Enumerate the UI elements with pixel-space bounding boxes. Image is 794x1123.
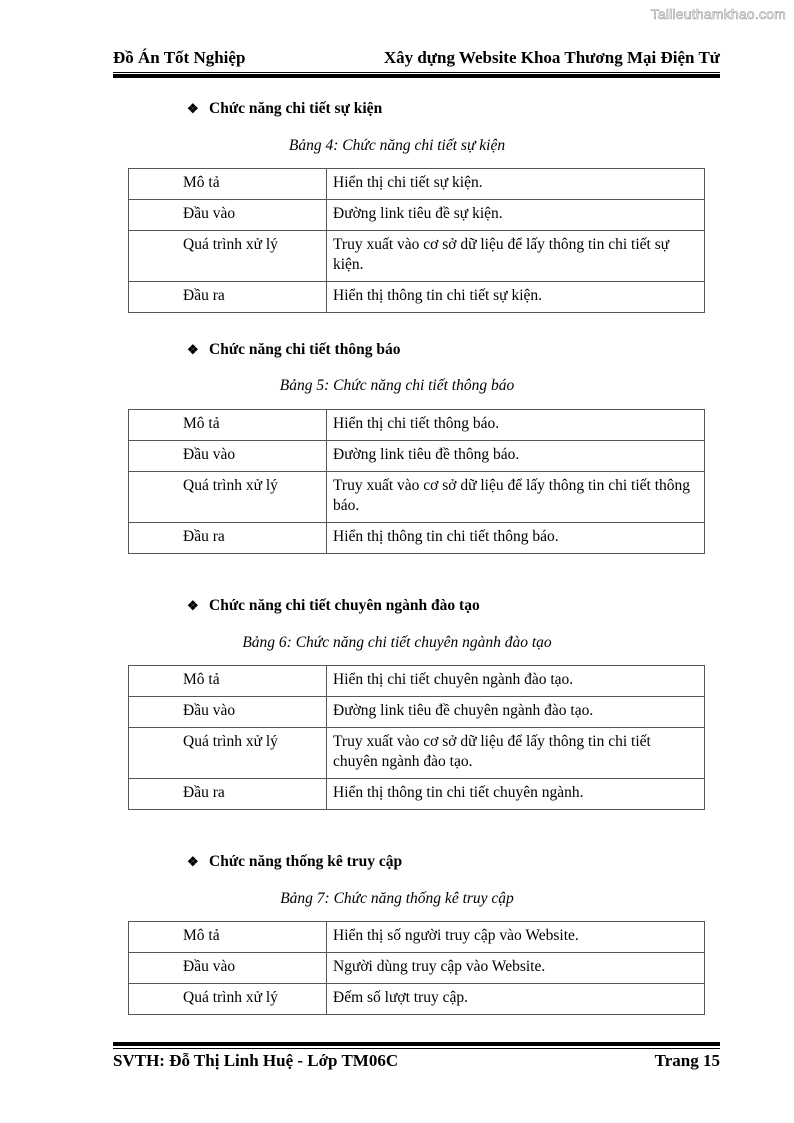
row-value-cell: Đếm số lượt truy cập. xyxy=(327,984,705,1015)
table-row xyxy=(129,697,705,728)
diamond-bullet-icon: ❖ xyxy=(187,598,199,613)
row-value-cell: Hiển thị số người truy cập vào Website. xyxy=(327,922,705,953)
footer-rule-thick xyxy=(113,1042,720,1046)
row-label-cell: Đầu ra xyxy=(129,779,327,810)
row-value-cell: Hiển thị chi tiết thông báo. xyxy=(327,410,705,441)
row-value-cell: Người dùng truy cập vào Website. xyxy=(327,953,705,984)
function-table xyxy=(128,168,705,313)
row-value-cell: Truy xuất vào cơ sở dữ liệu để lấy thông tin chi tiết chuyên ngành đào tạo. xyxy=(327,728,705,779)
row-label-cell: Đầu ra xyxy=(129,282,327,313)
table-row xyxy=(129,922,705,953)
section-heading-text: Chức năng chi tiết sự kiện xyxy=(209,100,383,117)
header-left: Đồ Án Tốt Nghiệp xyxy=(113,48,246,67)
footer-left: SVTH: Đỗ Thị Linh Huệ - Lớp TM06C xyxy=(113,1051,399,1070)
row-value-cell: Hiển thị thông tin chi tiết sự kiện. xyxy=(327,282,705,313)
function-table xyxy=(128,665,705,810)
row-label-cell: Mô tả xyxy=(129,169,327,200)
section-heading xyxy=(187,597,480,615)
table-row xyxy=(129,441,705,472)
table-row xyxy=(129,953,705,984)
page-footer xyxy=(113,1051,720,1071)
table-row xyxy=(129,984,705,1015)
section-heading xyxy=(187,341,400,359)
footer-rule-thin xyxy=(113,1048,720,1049)
table-row xyxy=(129,523,705,554)
function-table xyxy=(128,409,705,554)
function-table xyxy=(128,921,705,1015)
table-row xyxy=(129,200,705,231)
section-heading-text: Chức năng thống kê truy cập xyxy=(209,853,403,870)
row-value-cell: Đường link tiêu đề sự kiện. xyxy=(327,200,705,231)
table-row xyxy=(129,728,705,779)
row-label-cell: Đầu vào xyxy=(129,441,327,472)
table-row xyxy=(129,472,705,523)
footer-right: Trang 15 xyxy=(654,1051,720,1070)
row-value-cell: Truy xuất vào cơ sở dữ liệu để lấy thông tin chi tiết sự kiện. xyxy=(327,231,705,282)
header-rule-thin xyxy=(113,72,720,73)
row-value-cell: Truy xuất vào cơ sở dữ liệu để lấy thông tin chi tiết thông báo. xyxy=(327,472,705,523)
table-row xyxy=(129,779,705,810)
section-heading-text: Chức năng chi tiết chuyên ngành đào tạo xyxy=(209,597,480,614)
row-label-cell: Quá trình xử lý xyxy=(129,728,327,779)
header-right: Xây dựng Website Khoa Thương Mại Điện Tử xyxy=(383,48,720,67)
row-label-cell: Quá trình xử lý xyxy=(129,984,327,1015)
row-label-cell: Đầu vào xyxy=(129,697,327,728)
row-value-cell: Hiển thị thông tin chi tiết thông báo. xyxy=(327,523,705,554)
row-label-cell: Quá trình xử lý xyxy=(129,472,327,523)
watermark: Tailieuthamkhao.com xyxy=(650,6,786,22)
row-label-cell: Mô tả xyxy=(129,410,327,441)
row-label-cell: Quá trình xử lý xyxy=(129,231,327,282)
row-label-cell: Mô tả xyxy=(129,666,327,697)
row-value-cell: Đường link tiêu đề thông báo. xyxy=(327,441,705,472)
diamond-bullet-icon: ❖ xyxy=(187,101,199,116)
table-caption: Bảng 6: Chức năng chi tiết chuyên ngành đào tạo xyxy=(242,634,552,651)
table-row xyxy=(129,410,705,441)
diamond-bullet-icon: ❖ xyxy=(187,854,199,869)
row-label-cell: Mô tả xyxy=(129,922,327,953)
row-label-cell: Đầu vào xyxy=(129,953,327,984)
table-row xyxy=(129,282,705,313)
section-heading xyxy=(187,853,402,871)
table-row xyxy=(129,169,705,200)
table-caption: Bảng 7: Chức năng thống kê truy cập xyxy=(280,890,514,907)
row-value-cell: Hiển thị thông tin chi tiết chuyên ngành. xyxy=(327,779,705,810)
row-value-cell: Đường link tiêu đề chuyên ngành đào tạo. xyxy=(327,697,705,728)
diamond-bullet-icon: ❖ xyxy=(187,342,199,357)
row-label-cell: Đầu ra xyxy=(129,523,327,554)
section-heading-text: Chức năng chi tiết thông báo xyxy=(209,341,401,358)
table-caption: Bảng 4: Chức năng chi tiết sự kiện xyxy=(288,137,506,154)
table-row xyxy=(129,231,705,282)
row-value-cell: Hiển thị chi tiết chuyên ngành đào tạo. xyxy=(327,666,705,697)
page-header xyxy=(113,48,720,68)
row-value-cell: Hiển thị chi tiết sự kiện. xyxy=(327,169,705,200)
row-label-cell: Đầu vào xyxy=(129,200,327,231)
header-rule-thick xyxy=(113,74,720,78)
section-heading xyxy=(187,100,382,118)
table-caption: Bảng 5: Chức năng chi tiết thông báo xyxy=(279,377,515,394)
table-row xyxy=(129,666,705,697)
